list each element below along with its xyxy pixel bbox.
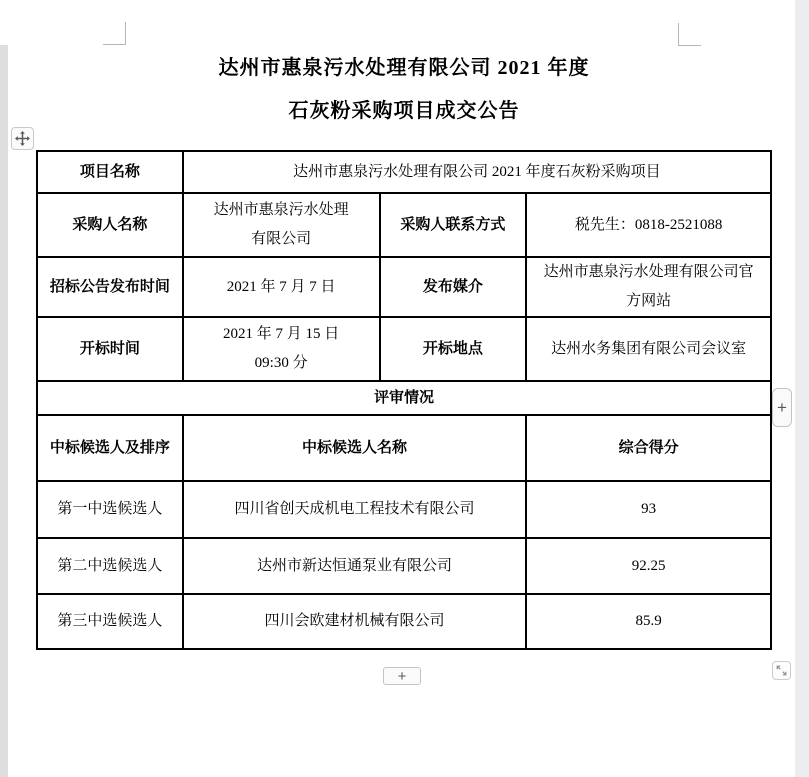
- left-gutter: [0, 45, 8, 777]
- page-margin-mark-top-left: [103, 22, 126, 45]
- cell-candidate-3-score[interactable]: 85.9: [526, 594, 771, 649]
- cell-announce-time-label[interactable]: 招标公告发布时间: [37, 257, 183, 317]
- cell-candidate-rank-header[interactable]: 中标候选人及排序: [37, 415, 183, 481]
- cell-project-name-value[interactable]: 达州市惠泉污水处理有限公司 2021 年度石灰粉采购项目: [183, 151, 771, 193]
- resize-diagonal-icon: [775, 664, 788, 677]
- cell-candidate-2-name[interactable]: 达州市新达恒通泵业有限公司: [183, 538, 527, 594]
- table-row: [37, 381, 771, 415]
- cell-candidate-3-name[interactable]: 四川会欧建材机械有限公司: [183, 594, 527, 649]
- table-row: [37, 193, 771, 257]
- table-row: [37, 594, 771, 649]
- cell-contact-label[interactable]: 采购人联系方式: [380, 193, 527, 257]
- cell-line: 有限公司: [251, 231, 312, 247]
- cell-line: 达州市惠泉污水处理有限公司官: [543, 264, 754, 280]
- table-row: [37, 317, 771, 381]
- cell-candidate-1-score[interactable]: 93: [526, 481, 771, 538]
- cell-media-value[interactable]: [526, 257, 771, 317]
- document-title: [36, 47, 772, 133]
- cell-project-name-label[interactable]: 项目名称: [37, 151, 183, 193]
- cell-bid-open-place-label[interactable]: 开标地点: [380, 317, 527, 381]
- cell-purchaser-value[interactable]: [183, 193, 380, 257]
- cell-candidate-3-rank[interactable]: 第三中选候选人: [37, 594, 183, 649]
- cell-bid-open-place-value[interactable]: 达州水务集团有限公司会议室: [526, 317, 771, 381]
- cell-line: 达州市惠泉污水处理: [213, 202, 349, 218]
- add-row-button[interactable]: +: [383, 667, 421, 685]
- cell-bid-open-time-label[interactable]: 开标时间: [37, 317, 183, 381]
- cell-candidate-name-header[interactable]: 中标候选人名称: [183, 415, 527, 481]
- document-title-line-1[interactable]: 达州市惠泉污水处理有限公司 2021 年度: [218, 57, 590, 79]
- cell-candidate-1-rank[interactable]: 第一中选候选人: [37, 481, 183, 538]
- table-row: [37, 257, 771, 317]
- cell-candidate-2-score[interactable]: 92.25: [526, 538, 771, 594]
- cell-bid-open-time-value[interactable]: [183, 317, 380, 381]
- cell-line: 09:30 分: [254, 355, 308, 371]
- page-margin-mark-top-right: [678, 23, 701, 46]
- cell-line: 方网站: [626, 293, 672, 309]
- add-column-button[interactable]: +: [772, 388, 792, 427]
- cell-line: 2021 年 7 月 15 日: [223, 326, 340, 342]
- cell-candidate-1-name[interactable]: 四川省创天成机电工程技术有限公司: [183, 481, 527, 538]
- table-row: [37, 538, 771, 594]
- cell-announce-time-value[interactable]: 2021 年 7 月 7 日: [183, 257, 380, 317]
- cell-review-section-header[interactable]: 评审情况: [37, 381, 771, 415]
- procurement-announcement-table: [36, 150, 772, 650]
- table-row: [37, 481, 771, 538]
- table-move-handle[interactable]: [11, 127, 34, 150]
- move-arrows-icon: [15, 131, 30, 146]
- cell-purchaser-label[interactable]: 采购人名称: [37, 193, 183, 257]
- cell-media-label[interactable]: 发布媒介: [380, 257, 527, 317]
- cell-contact-value[interactable]: 税先生：0818-2521088: [526, 193, 771, 257]
- cell-score-header[interactable]: 综合得分: [526, 415, 771, 481]
- right-gutter: [795, 0, 809, 777]
- cell-candidate-2-rank[interactable]: 第二中选候选人: [37, 538, 183, 594]
- table-row: [37, 151, 771, 193]
- table-resize-handle[interactable]: [772, 661, 791, 680]
- document-title-line-2[interactable]: 石灰粉采购项目成交公告: [288, 100, 520, 122]
- table-row: [37, 415, 771, 481]
